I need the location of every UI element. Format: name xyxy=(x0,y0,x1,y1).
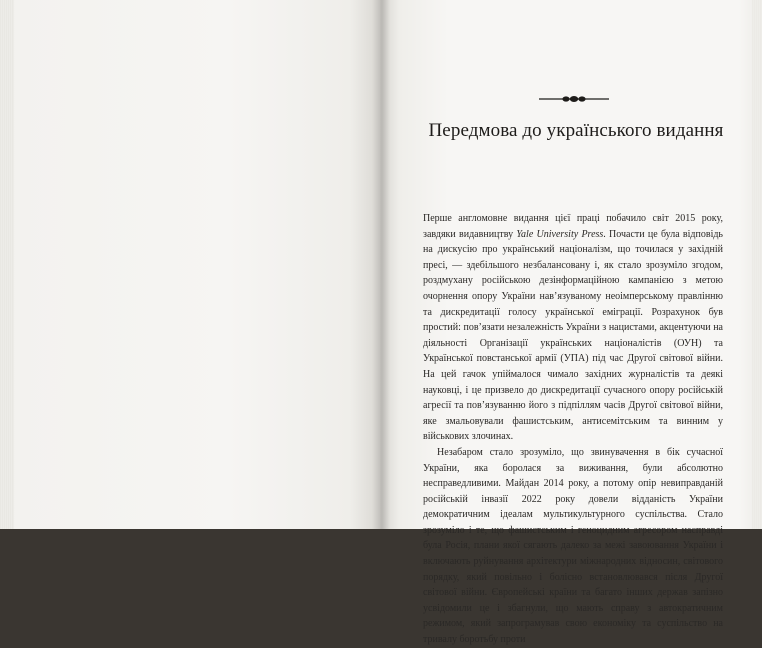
body-text xyxy=(423,211,723,648)
paragraph-1-rest: . Почасти це була відповідь на дискусію про український націоналізм, що точилася у західній пресі, — здебільшого незбалансовану і, як стало зрозуміло згодом, роздмухану російською дезінформаційною кампанією з метою очорнення опору України нав’язуваному неоімперському правлінню та дискредитації голосу української еміграції. Розрахунок був простий: пов’язати незалежність України з нацистами, акцентуючи на діяльності Організації українських націоналістів (ОУН) та Української повстанської армії (УПА) під час Другої світової війни. На цей гачок упіймалося чимало західних журналістів та деякі науковці, і це призвело до дискредитації сучасного опору російській агресії та пов’язуванню його з підпіллям часів Другої світової війни, яке змальовували фашистським, антисемітським та винним у військових злочинах. xyxy=(423,228,723,443)
left-page xyxy=(0,0,380,529)
paragraph-2: Незабаром стало зрозуміло, що звинувачення в бік сучасної України, яка боролася за виживання, були абсолютно несправедливими. Майдан 2014 року, а потому опір невиправданій російській інвазії 2022 року довели відданість України демократичним ідеалам мультикультурного суспільства. Стало зрозуміло і те, що фашистським і геноцидним агресором насправді була Росія, плани якої сягають далеко за межі завоювання України і включають руйнування архітектури міжнародних відносин, світового порядку, який повільно і болісно встановлювався після Другої світової війни. Європейські країни та багато інших держав запізно усвідомили це і збагнули, що мають справу з автократичним режимом, який запрограмував свою економіку та суспільство на тривалу боротьбу проти xyxy=(423,446,723,646)
ornament-divider-icon xyxy=(539,92,609,106)
publisher-name: Yale University Press xyxy=(516,228,604,240)
left-page-edges xyxy=(0,0,14,529)
paragraph-1 xyxy=(423,211,723,445)
right-page-edges xyxy=(752,0,762,529)
book-gutter xyxy=(372,0,390,529)
chapter-title: Передмова до українського видання xyxy=(428,120,724,141)
paragraph-1-start: Перше англомовне видання цієї праці побачило світ 2015 року, завдяки видавництву xyxy=(423,213,723,240)
